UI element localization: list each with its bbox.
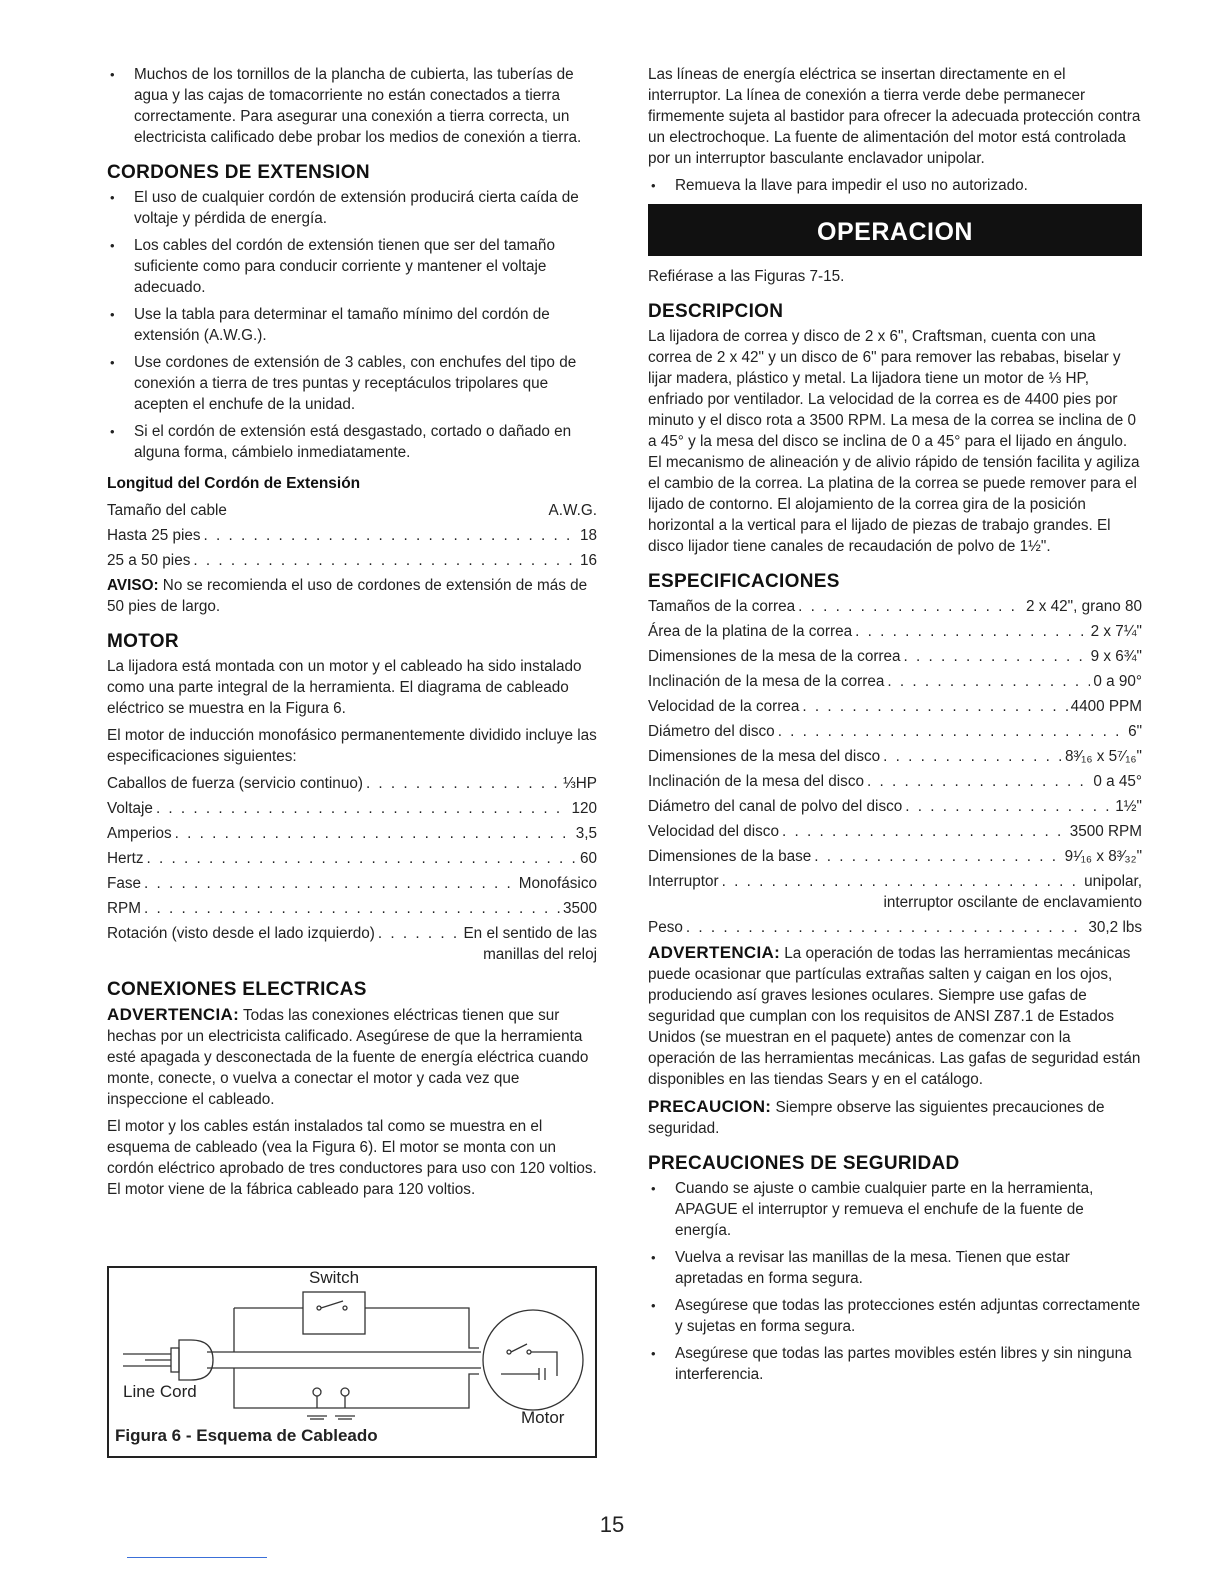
paragraph: El motor y los cables están instalados tal como se muestra en el esquema de cableado (vea la Figura 6). El motor se monta con un cordón eléctrico aprobado de tres conductores para uso con 120 voltios. El motor viene de la fábrica cableado para 120 voltios. [107,1118,597,1198]
spec-value: 2 x 7¼" [1090,623,1142,640]
switch-box [303,1292,365,1334]
leader-dots [147,848,577,869]
list-item: • Asegúrese que todas las partes movibles estén libres y sin ninguna interferencia. [648,1343,1142,1385]
spec-row [648,846,1142,871]
spec-row [648,671,1142,696]
aviso-note [107,575,597,617]
spec-label: Interruptor [648,873,719,890]
leader-dots [855,621,1088,642]
list-item: • Si el cordón de extensión está desgastado, cortado o dañado en alguna forma, cámbielo inmediatamente. [107,421,597,463]
leader-dots [366,773,560,794]
spec-value: 30,2 lbs [1088,919,1142,936]
list-item: • Use cordones de extensión de 3 cables, con enchufes del tipo de conexión a tierra de tres puntas y receptáculos tripolares que acepten el enchufe de la unidad. [107,352,597,415]
leader-dots [193,550,577,571]
spec-value: unipolar, [1084,873,1142,890]
leader-dots [144,873,516,894]
section-heading-precauciones: PRECAUCIONES DE SEGURIDAD [648,1153,960,1174]
spec-label: Tamaños de la correa [648,598,796,615]
section-heading-conexiones: CONEXIONES ELECTRICAS [107,979,367,1000]
leader-dots [904,646,1088,667]
list-item: • Vuelva a revisar las manillas de la mesa. Tienen que estar apretadas en forma segura. [648,1247,1142,1289]
spec-label: Área de la platina de la correa [648,623,853,640]
intro-list [107,64,597,148]
spec-row [107,873,597,898]
row-value: 18 [579,527,597,544]
spec-value: 6" [1128,723,1142,740]
spec-label: RPM [107,900,141,917]
leader-dots [814,846,1061,867]
spec-row [648,821,1142,846]
spec-label: Fase [107,875,142,892]
leader-dots [883,746,1062,767]
spec-value: 3500 RPM [1069,823,1142,840]
spec-row [648,621,1142,646]
spec-value: 9¹⁄₁₆ x 8³⁄₃₂" [1064,848,1142,865]
spec-row [107,773,597,798]
spec-label: Rotación (visto desde el lado izquierdo) [107,925,375,942]
footer-rule [127,1557,267,1558]
leader-dots [802,696,1067,717]
list-item: • Los cables del cordón de extensión tienen que ser del tamaño suficiente como para conducir corriente y mantener el voltaje adecuado. [107,235,597,298]
switch-label: Switch [309,1268,360,1287]
warning-label: ADVERTENCIA: [648,943,781,962]
paragraph: Refiérase a las Figuras 7-15. [648,268,845,285]
list-item: • Remueva la llave para impedir el uso no autorizado. [648,175,1142,196]
spec-row [648,796,1142,821]
spec-label: Amperios [107,825,172,842]
spec-label: Dimensiones de la mesa de la correa [648,648,901,665]
section-heading-descripcion: DESCRIPCION [648,301,784,322]
spec-value: 3,5 [575,825,597,842]
spec-value: 0 a 90° [1093,673,1142,690]
list-item: • Muchos de los tornillos de la plancha de cubierta, las tuberías de agua y las cajas de tomacorriente no están conectados a tierra correctamente. Para asegurar una conexión a tierra correcta, un electricista calificado debe probar los medios de conexión a tierra. [107,64,597,148]
spec-value: 0 a 45° [1093,773,1142,790]
motor-label: Motor [521,1408,565,1427]
spec-label: Dimensiones de la mesa del disco [648,748,881,765]
spec-row [648,721,1142,746]
row-label: 25 a 50 pies [107,552,191,569]
spec-label: Peso [648,919,683,936]
spec-label: Diámetro del disco [648,723,775,740]
spec-row [648,746,1142,771]
paragraph: El motor de inducción monofásico permanentemente dividido incluye las especificaciones siguientes: [107,727,597,765]
column-header-awg: A.W.G. [548,502,597,519]
spec-value: Monofásico [518,875,597,892]
leader-dots [798,596,1023,617]
spec-row [648,596,1142,621]
line-cord-label: Line Cord [123,1382,197,1401]
leader-dots [867,771,1090,792]
spec-label: Velocidad del disco [648,823,779,840]
spec-value: En el sentido de las [463,925,597,942]
intro-list [648,175,1142,196]
spec-label: Inclinación de la mesa de la correa [648,673,885,690]
aviso-label: AVISO: [107,577,159,594]
cordones-list [107,187,597,463]
section-heading-cordones: CORDONES DE EXTENSION [107,162,370,183]
warning-label: ADVERTENCIA: [107,1005,240,1024]
spec-label: Diámetro del canal de polvo del disco [648,798,903,815]
row-label: Hasta 25 pies [107,527,201,544]
spec-continuation: manillas del reloj [483,946,597,963]
leader-dots [722,871,1082,892]
spec-value: 4400 PPM [1070,698,1142,715]
caution-text: Siempre observe las siguientes precauciones de seguridad. [648,1099,1105,1137]
table-heading-longitud: Longitud del Cordón de Extensión [107,475,361,492]
spec-value: 1½" [1115,798,1142,815]
spec-value: 2 x 42", grano 80 [1026,598,1142,615]
spec-label: Inclinación de la mesa del disco [648,773,864,790]
caution-label: PRECAUCION: [648,1097,772,1116]
table-header-row [107,500,597,525]
section-heading-especificaciones: ESPECIFICACIONES [648,571,840,592]
plug-shape [179,1340,213,1380]
list-item: • El uso de cualquier cordón de extensión producirá cierta caída de voltaje y pérdida de energía. [107,187,597,229]
caution-paragraph [648,1096,1142,1139]
spec-continuation: interruptor oscilante de enclavamiento [883,894,1142,911]
warning-text: La operación de todas las herramientas mecánicas puede ocasionar que partículas extrañas salten y caigan en los ojos, produciendo así graves lesiones oculares. Siempre use gafas de seguridad que cumplan con los requisitos de ANSI Z87.1 de Estados Unidos (se muestran en el paquete) antes de comenzar con la operación de las herramientas mecánicas. Las gafas de seguridad están disponibles en las tiendas Sears y en el catálogo. [648,945,1141,1088]
figure-caption: Figura 6 - Esquema de Cableado [115,1426,378,1445]
spec-label: Voltaje [107,800,153,817]
right-column [648,64,1142,1391]
wiring-diagram-figure [107,1266,597,1458]
warning-paragraph [107,1004,597,1110]
motor-circle [483,1310,583,1410]
paragraph: La lijadora de correa y disco de 2 x 6", Craftsman, cuenta con una correa de 2 x 42" y un disco de 6" para remover las rebabas, biselar y lijar madera, plástico y metal. La lijadora tiene un motor de ⅓ HP, enfriado por ventilador. La velocidad de la correa es de 4400 pies por minuto y el disco rota a 3500 RPM. La mesa de la correa se inclina de 0 a 45° y la mesa del disco se inclina de 0 a 45° para el lijado en ángulo. El mecanismo de alineación y de alivio rápido de tensión facilita y agiliza el cambio de la correa. La platina de la correa se puede remover para el lijado de contorno. El alojamiento de la correa gira de la posición horizontal a la vertical para el lijado de piezas de trabajo grandes. El disco lijador tiene canales de recaudación de polvo de 1½". [648,328,1140,555]
list-item: • Asegúrese que todas las protecciones estén adjuntas correctamente y sujetas en forma segura. [648,1295,1142,1337]
leader-dots [378,923,461,944]
spec-row [648,771,1142,796]
leader-dots [144,898,560,919]
warning-text: Todas las conexiones eléctricas tienen que sur hechas por un electricista calificado. Asegúrese de que la herramienta esté apagada y desconectada de la fuente de energía eléctrica cuando monte, conecte, o vuelva a conectar el motor y cada vez que inspeccione el cableado. [107,1007,589,1108]
operacion-banner: OPERACION [648,204,1142,256]
leader-dots [686,917,1086,938]
spec-value: 120 [571,800,597,817]
spec-row [107,898,597,923]
spec-label: Dimensiones de la base [648,848,812,865]
spec-row [648,696,1142,721]
spec-label: Caballos de fuerza (servicio continuo) [107,775,363,792]
spec-value: 60 [579,850,597,867]
aviso-text: No se recomienda el uso de cordones de extensión de más de 50 pies de largo. [107,577,588,615]
warning-paragraph [648,942,1142,1090]
spec-label: Velocidad de la correa [648,698,800,715]
leader-dots [887,671,1090,692]
row-value: 16 [579,552,597,569]
table-row [107,525,597,550]
spec-value: 9 x 6¾" [1090,648,1142,665]
list-item: • Use la tabla para determinar el tamaño mínimo del cordón de extensión (A.W.G.). [107,304,597,346]
paragraph: Las líneas de energía eléctrica se insertan directamente en el interruptor. La línea de conexión a tierra verde debe permanecer firmemente sujeta al bastidor para ofrecer la adecuada protección contra un electrochoque. La fuente de alimentación del motor está controlada por un interruptor basculante enclavador unipolar. [648,66,1141,167]
list-item: • Cuando se ajuste o cambie cualquier parte en la herramienta, APAGUE el interruptor y remueva el enchufe de la fuente de energía. [648,1178,1142,1241]
page-number: 15 [599,1512,625,1537]
section-heading-motor: MOTOR [107,631,179,652]
precauciones-list [648,1178,1142,1385]
spec-row [648,917,1142,942]
spec-value: 8³⁄₁₆ x 5⁷⁄₁₆" [1065,748,1142,765]
leader-dots [175,823,573,844]
spec-value: ⅓HP [562,775,597,792]
spec-row [107,798,597,823]
spec-label: Hertz [107,850,144,867]
leader-dots [782,821,1067,842]
table-row [107,550,597,575]
spec-row [107,823,597,848]
leader-dots [204,525,577,546]
leader-dots [778,721,1125,742]
leader-dots [156,798,569,819]
paragraph: La lijadora está montada con un motor y el cableado ha sido instalado como una parte integral de la herramienta. El diagrama de cableado eléctrico se muestra en la Figura 6. [107,658,582,717]
leader-dots [905,796,1112,817]
spec-value: 3500 [562,900,597,917]
spec-row [107,848,597,873]
column-header-size: Tamaño del cable [107,502,227,519]
spec-row [648,646,1142,671]
left-column [107,64,597,1206]
